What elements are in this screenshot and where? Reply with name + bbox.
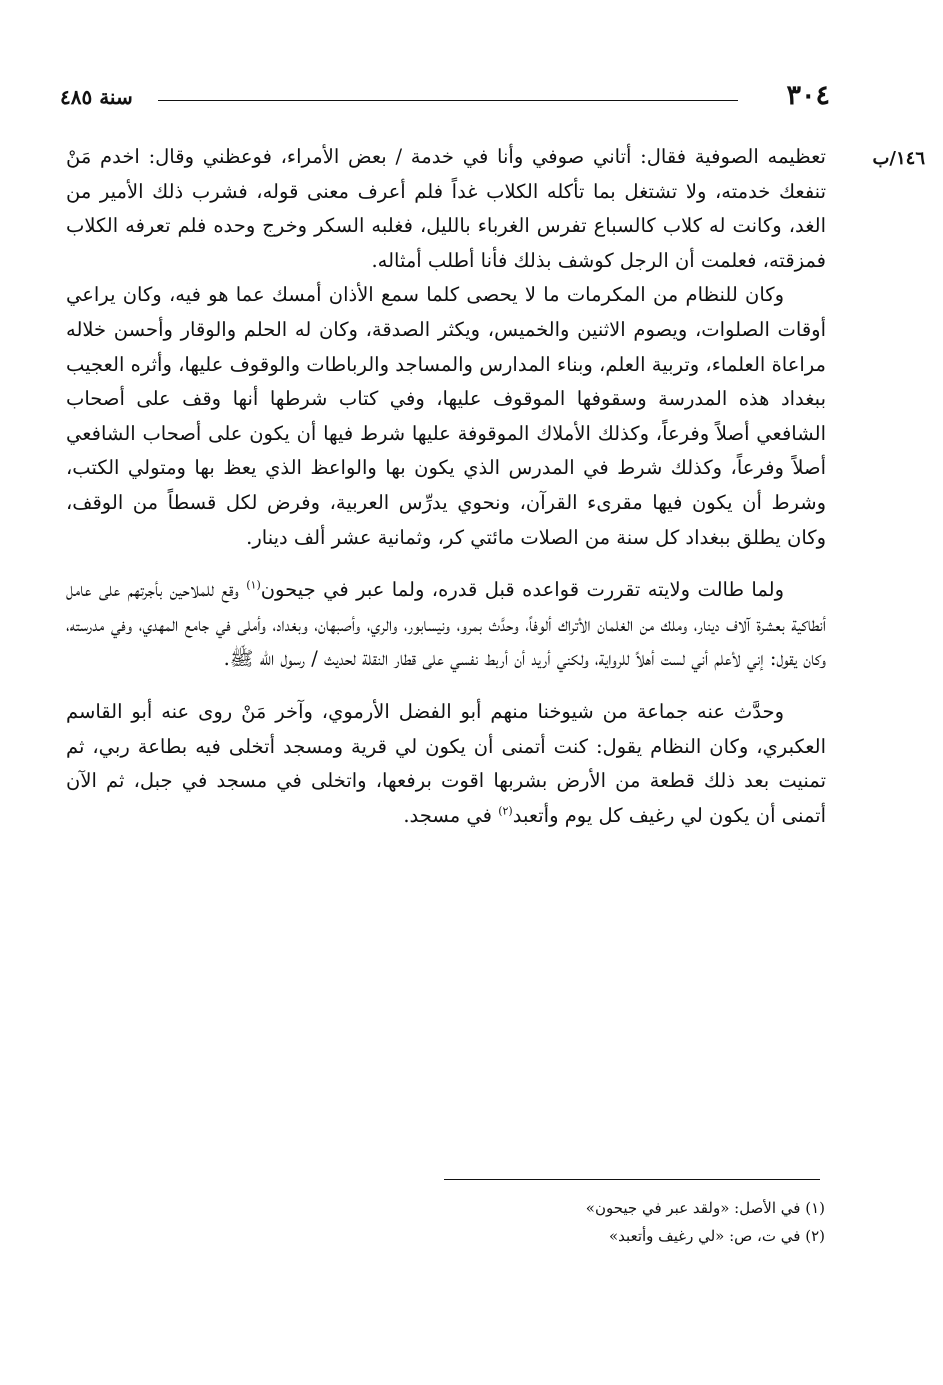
paragraph-3	[66, 573, 826, 677]
paragraph-4	[66, 695, 826, 833]
year-label: سنة ٤٨٥	[60, 85, 133, 109]
page-number: ٣٠٤	[786, 80, 830, 111]
paragraph-3-text-a: ولما طالت ولايته تقررت قواعده قبل قدره، ولما عبر في جيحون	[260, 578, 784, 602]
folio-reference: ١٤٦/ب	[872, 148, 925, 169]
footnote-ref-2[interactable]: (٢)	[498, 804, 513, 818]
footnote-ref-1[interactable]: (١)	[246, 578, 261, 592]
paragraph-3-text-b: وقع للملاحين بأجرتهم على عامل أنطاكية بعشرة آلاف دينار، وملك من الغلمان الأتراك ألوفاً، وحدَّث بمرو، ونيسابور، والري، وأصبهان، وبغداد، وأملى في جامع المهدي، وفي مدرسته، وكان يقول: إني لأعلم أني لست أهلاً للرواية، ولكني أريد أن أربط نفسي على قطار النقلة لحديث / رسول الله ﷺ.	[66, 578, 826, 671]
running-header	[60, 78, 830, 118]
header-rule	[158, 100, 738, 101]
paragraph-4-text-b: في مسجد.	[403, 803, 499, 827]
footnote-2: (٢) في ت، ص: «لي رغيف وأتعبد»	[609, 1227, 825, 1245]
footnote-rule	[444, 1179, 820, 1180]
paragraph-2: وكان للنظام من المكرمات ما لا يحصى كلما سمع الأذان أمسك عما هو فيه، وكان يراعي أوقات الصلوات، ويصوم الاثنين والخميس، ويكثر الصدقة، وكان له الحلم والوقار وأحسن خلاله مراعاة العلماء، وتربية العلم، وبناء المدارس والمساجد والرباطات والوقوف عليها، وأثره العجيب ببغداد هذه المدرسة وسقوفها الموقوف عليها، وفي كتاب شرطها أنها وقف على أصحاب الشافعي أصلاً وفرعاً، وكذلك الأملاك الموقوفة عليها شرط فيها أن يكون على أصحاب الشافعي أصلاً وفرعاً، وكذلك شرط في المدرس الذي يكون بها والواعظ الذي يعظ بها ومتولي الكتب، وشرط أن يكون فيها مقرىء القرآن، ونحوي يدرِّس العربية، وفرض لكل قسطاً من الوقف، وكان يطلق ببغداد كل سنة من الصلات مائتي كر، وثمانية عشر ألف دينار.	[66, 283, 826, 549]
footnotes	[325, 1194, 825, 1250]
paragraph-1: تعظيمه الصوفية فقال: أتاني صوفي وأنا في خدمة / بعض الأمراء، فوعظني وقال: اخدم مَنْ تنفعك خدمته، ولا تشتغل بما تأكله الكلاب غداً فلم أعرف معنى قوله، فشرب ذلك الأمير من الغد، وكانت له كلاب كالسباع تفرس الغرباء بالليل، فغلبه السكر وخرج وحده فلم تعرفه الكلاب فمزقته، فعلمت أن الرجل كوشف بذلك فأنا أطلب أمثاله.	[66, 145, 826, 272]
main-text	[66, 140, 826, 833]
footnote-1: (١) في الأصل: «ولقد عبر في جيحون»	[585, 1199, 825, 1217]
paragraph-4-text-a: وحدَّث عنه جماعة من شيوخنا منهم أبو الفضل الأرموي، وآخر مَنْ روى عنه أبو القاسم العكبري، وكان النظام يقول: كنت أتمنى أن يكون لي قرية ومسجد أتخلى فيه بطاعة ربي، ثم تمنيت بعد ذلك قطعة من الأرض بشربها اقوت برفعها، واتخلى في مسجد في جبل، ثم الآن أتمنى أن يكون لي رغيف كل يوم وأتعبد	[66, 699, 826, 827]
